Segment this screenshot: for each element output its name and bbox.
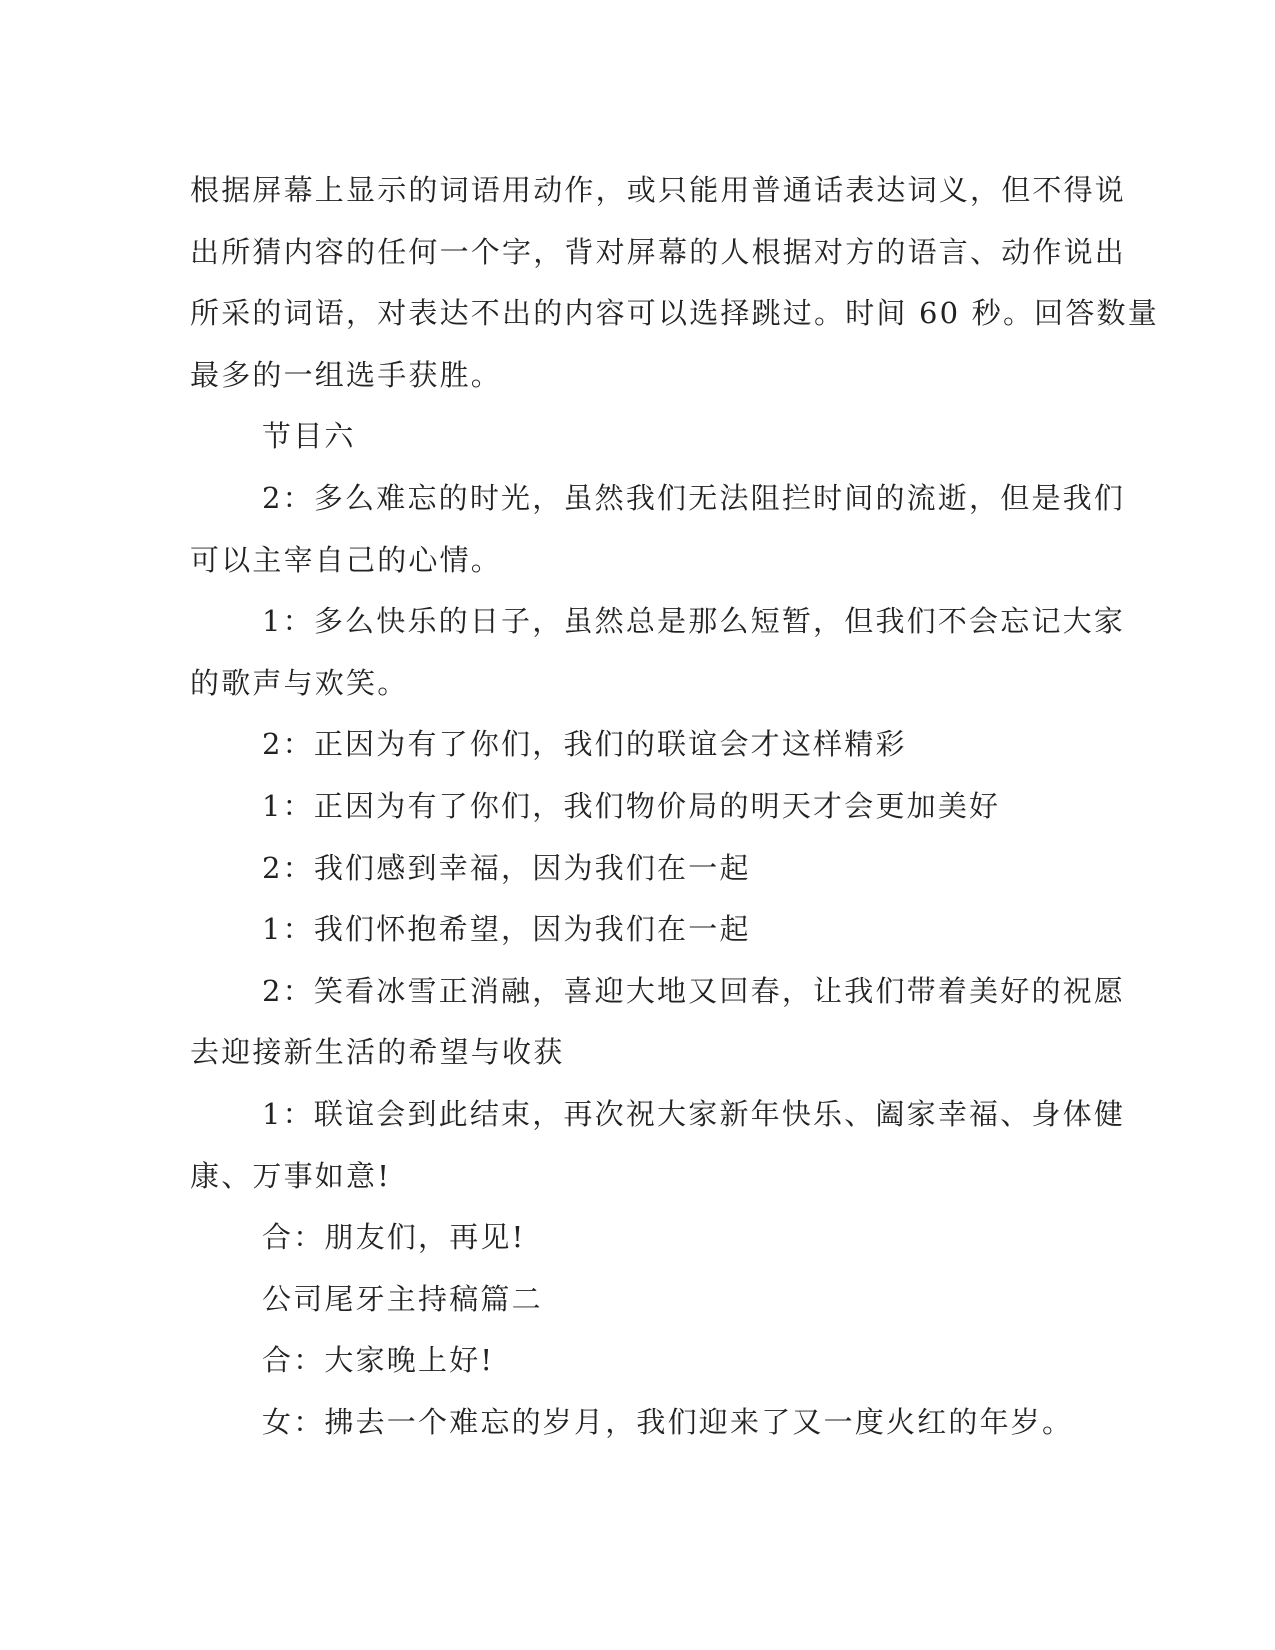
document-body xyxy=(190,160,1159,1453)
paragraph-host-line xyxy=(190,468,1126,591)
paragraph-host-line xyxy=(190,1084,1126,1207)
paragraph-host-line xyxy=(190,591,1126,714)
paragraph-host-line xyxy=(190,1392,1080,1454)
text-line: 节目六 xyxy=(262,419,356,454)
paragraph-host-line xyxy=(190,714,1080,776)
paragraph-host-line xyxy=(190,776,1080,838)
text-line: 合：大家晚上好! xyxy=(262,1343,495,1378)
text-line: 1：正因为有了你们，我们物价局的明天才会更加美好 xyxy=(262,788,1001,823)
text-line: 去迎接新生活的希望与收获 xyxy=(190,1035,565,1070)
paragraph-host-line xyxy=(190,1330,1080,1392)
text-line: 最多的一组选手获胜。 xyxy=(190,357,503,392)
text-line: 2：多么难忘的时光，虽然我们无法阻拦时间的流逝，但是我们 xyxy=(262,480,1126,515)
paragraph-game-rules xyxy=(190,160,1159,406)
paragraph-host-line xyxy=(190,838,1080,900)
text-line: 可以主宰自己的心情。 xyxy=(190,542,503,577)
text-line: 女：拂去一个难忘的岁月，我们迎来了又一度火红的年岁。 xyxy=(262,1404,1074,1439)
text-line: 1：多么快乐的日子，虽然总是那么短暂，但我们不会忘记大家 xyxy=(262,604,1126,639)
text-line: 1：我们怀抱希望，因为我们在一起 xyxy=(262,912,751,947)
text-line: 合：朋友们，再见! xyxy=(262,1220,526,1255)
text-line: 所采的词语，对表达不出的内容可以选择跳过。时间 60 秒。回答数量 xyxy=(190,296,1159,331)
text-line: 2：正因为有了你们，我们的联谊会才这样精彩 xyxy=(262,727,907,762)
section-heading xyxy=(190,1269,1080,1331)
text-line: 康、万事如意! xyxy=(190,1158,392,1193)
text-line: 的歌声与欢笑。 xyxy=(190,665,409,700)
text-line: 1：联谊会到此结束，再次祝大家新年快乐、阖家幸福、身体健 xyxy=(262,1096,1126,1131)
text-line: 出所猜内容的任何一个字，背对屏幕的人根据对方的语言、动作说出 xyxy=(190,234,1127,269)
paragraph-host-line xyxy=(190,1207,1080,1269)
text-line: 根据屏幕上显示的词语用动作，或只能用普通话表达词义，但不得说 xyxy=(190,173,1127,207)
text-line: 2：我们感到幸福，因为我们在一起 xyxy=(262,850,751,885)
paragraph-host-line xyxy=(190,961,1126,1084)
text-line: 公司尾牙主持稿篇二 xyxy=(262,1281,543,1316)
paragraph-host-line xyxy=(190,899,1080,961)
text-line: 2：笑看冰雪正消融，喜迎大地又回春，让我们带着美好的祝愿 xyxy=(262,973,1126,1008)
program-heading xyxy=(190,406,1080,468)
